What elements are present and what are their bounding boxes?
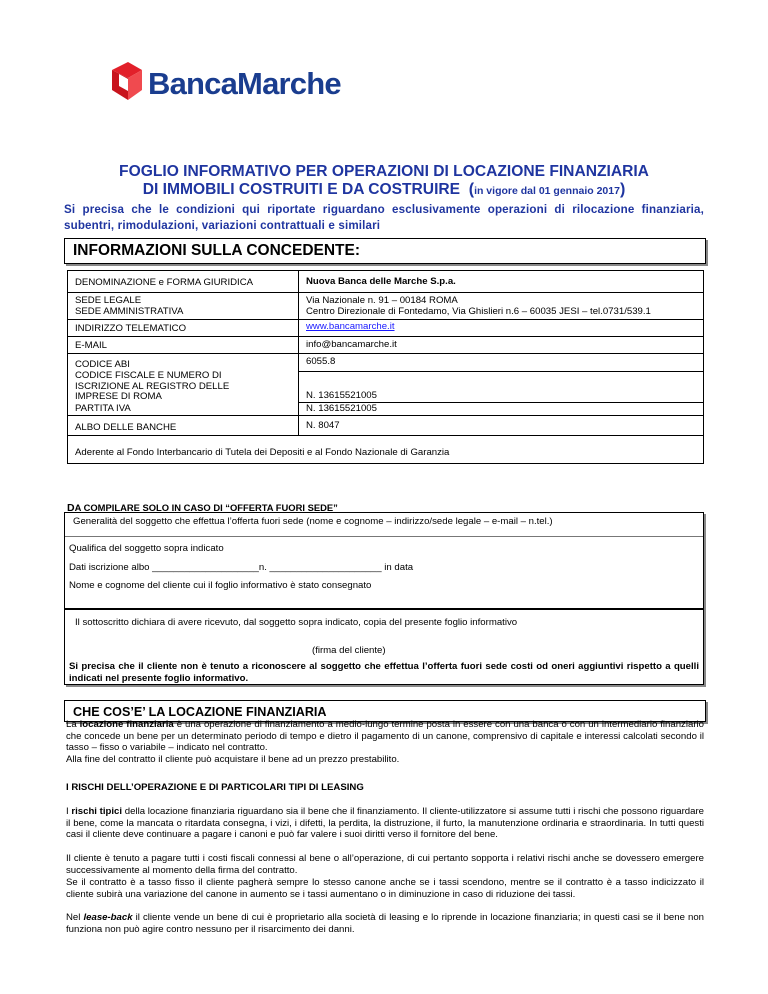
nome-cliente-label: Nome e cognome del cliente cui il foglio informativo è stato consegnato	[69, 580, 372, 591]
fuori-sede-note: Si precisa che il cliente non è tenuto a riconoscere al soggetto che effettua l’offerta fuori sede costi od oneri aggiuntivi rispetto a quelli indicati nel presente foglio informativo.	[69, 661, 699, 684]
sede-legale-label: SEDE LEGALE	[75, 295, 142, 306]
cf-value: N. 13615521005	[306, 390, 377, 401]
sede-amm-value: Centro Direzionale di Fontedamo, Via Ghislieri n.6 – 60035 JESI – tel.0731/539.1	[306, 305, 651, 317]
indirizzo-label: INDIRIZZO TELEMATICO	[75, 323, 187, 334]
abi-label: CODICE ABI	[75, 359, 130, 370]
table-row	[68, 337, 703, 354]
table-row	[68, 271, 703, 293]
r1-c: della locazione finanziaria riguardano sia il bene che il finanziamento. Il cliente-utilizzatore si assume tutti i rischi che possono riguardare il bene, come la mancata o ritardata consegna, i vizi, i difetti, la perdita, la distruzione, il furto, la manutenzione ordinaria e straordinaria. In tutti questi casi il cliente deve continuare a pagare i canoni e può far valere i suoi diritti verso il fornitore del bene.	[66, 806, 704, 841]
locazione-heading: CHE COS’E’ LA LOCAZIONE FINANZIARIA	[73, 705, 327, 719]
albo-value: N. 8047	[306, 420, 340, 431]
concedente-heading: INFORMAZIONI SULLA CONCEDENTE:	[73, 242, 361, 259]
email-label: E-MAIL	[75, 340, 107, 351]
piva-label: PARTITA IVA	[75, 403, 131, 414]
fuori-sede-box	[64, 512, 704, 685]
piva-separator	[68, 415, 704, 416]
rischi-paragraph-3: Se il contratto è a tasso fisso il cliente pagherà sempre lo stesso canone anche se i tassi scendono, mentre se il contratto è a tasso indicizzato il cliente subirà una variazione del canone in aumento se i tassi aumentano o in diminuzione in caso di riduzione dei tassi.	[66, 877, 704, 900]
intro-note: Si precisa che le condizioni qui riportate riguardano esclusivamente operazioni di rilocazione finanziaria, subentri, rimodulazioni, variazioni contrattuali e similari	[64, 203, 704, 232]
abi-value: 6055.8	[306, 356, 336, 367]
paren-close: )	[619, 181, 626, 198]
document-title-line2	[0, 181, 768, 200]
locazione-definition	[66, 719, 704, 754]
lb-term: lease-back	[83, 912, 133, 923]
locazione-purchase-note: Alla fine del contratto il cliente può acquistare il bene ad un prezzo prestabilito.	[66, 754, 400, 765]
rischi-heading: I RISCHI DELL’OPERAZIONE E DI PARTICOLARI TIPI DI LEASING	[66, 782, 364, 793]
table-row	[68, 293, 703, 320]
title-line2-text: DI IMMOBILI COSTRUITI E DA COSTRUIRE	[142, 181, 461, 198]
validity-date: in vigore dal 01 gennaio 2017	[474, 185, 620, 197]
dati-iscrizione-field[interactable]: Dati iscrizione albo ____________________n. _____________________ in data	[69, 562, 414, 573]
concedente-heading-box	[64, 238, 706, 264]
rischi-paragraph-2: Il cliente è tenuto a pagare tutti i costi fiscali connessi al bene o all’operazione, di cui pertanto sopporta i relativi rischi anche se dovessero emergere successivamente al momento della firma del contratto.	[66, 853, 704, 876]
qualifica-label: Qualifica del soggetto sopra indicato	[69, 543, 224, 554]
concedente-table	[67, 270, 704, 464]
abi-separator	[298, 371, 704, 372]
p1-a: La	[66, 719, 80, 730]
dichiarazione-text: Il sottoscritto dichiara di avere ricevuto, dal soggetto sopra indicato, copia del presente foglio informativo	[75, 617, 518, 628]
cf-label-1: CODICE FISCALE E NUMERO DI	[75, 370, 222, 381]
table-row	[68, 320, 703, 337]
paren-open: (	[468, 181, 475, 198]
piva-value: N. 13615521005	[306, 403, 377, 414]
document-title-line1: FOGLIO INFORMATIVO PER OPERAZIONI DI LOCAZIONE FINANZIARIA	[119, 163, 649, 180]
cf-label-3: IMPRESE DI ROMA	[75, 391, 162, 403]
lb-a: Nel	[66, 912, 84, 923]
lease-back-paragraph	[66, 912, 704, 935]
generalita-field-line[interactable]	[65, 536, 703, 537]
rischi-paragraph-1	[66, 806, 704, 841]
generalita-label: Generalità del soggetto che effettua l’offerta fuori sede (nome e cognome – indirizzo/sede legale – e-mail – n.tel.)	[73, 516, 553, 527]
bancamarche-logo	[108, 60, 341, 105]
fs-heading-rest: A COMPILARE SOLO IN CASO DI “OFFERTA FUORI SEDE”	[74, 502, 338, 513]
fs-heading-first: D	[67, 502, 75, 514]
r1-term: rischi tipici	[71, 806, 123, 817]
cf-label	[75, 371, 229, 403]
denominazione-value: Nuova Banca delle Marche S.p.a.	[306, 276, 456, 287]
p1-c: è una operazione di finanziamento a medio-lungo termine posta in essere con una banca o con un intermediario finanziario che concede un bene per un determinato periodo di tempo e dietro il pagamento di un canone, comprensivo di capitale e interessi calcolati secondo il tasso – fisso o variabile – indicato nel contratto.	[66, 719, 704, 754]
logo-text: BancaMarche	[148, 66, 341, 101]
fondo-note: Aderente al Fondo Interbancario di Tutela dei Depositi e al Fondo Nazionale di Garanzia	[75, 447, 450, 458]
albo-separator	[68, 435, 704, 436]
sede-label	[75, 296, 183, 317]
sede-value	[306, 296, 651, 317]
lb-c: il cliente vende un bene di cui è proprietario alla società di leasing e lo riprende in locazione finanziaria; in questi casi se il bene non funziona non può agire contro nessuno per il risarcimento dei danni.	[66, 912, 704, 935]
sede-legale-value: Via Nazionale n. 91 – 00184 ROMA	[306, 295, 458, 306]
firma-cliente[interactable]: (firma del cliente)	[312, 645, 386, 656]
logo-mark-icon	[108, 60, 144, 102]
nome-cliente-field-line[interactable]	[65, 608, 703, 610]
cf-label-2: ISCRIZIONE AL REGISTRO DELLE	[75, 380, 230, 392]
sede-amm-label: SEDE AMMINISTRATIVA	[75, 305, 184, 317]
albo-label: ALBO DELLE BANCHE	[75, 422, 177, 433]
email-value: info@bancamarche.it	[306, 339, 397, 350]
denominazione-label: DENOMINAZIONE e FORMA GIURIDICA	[75, 277, 254, 288]
r1-a: I	[66, 806, 72, 817]
p1-term: locazione finanziaria	[79, 719, 174, 730]
website-link[interactable]: www.bancamarche.it	[306, 321, 395, 332]
